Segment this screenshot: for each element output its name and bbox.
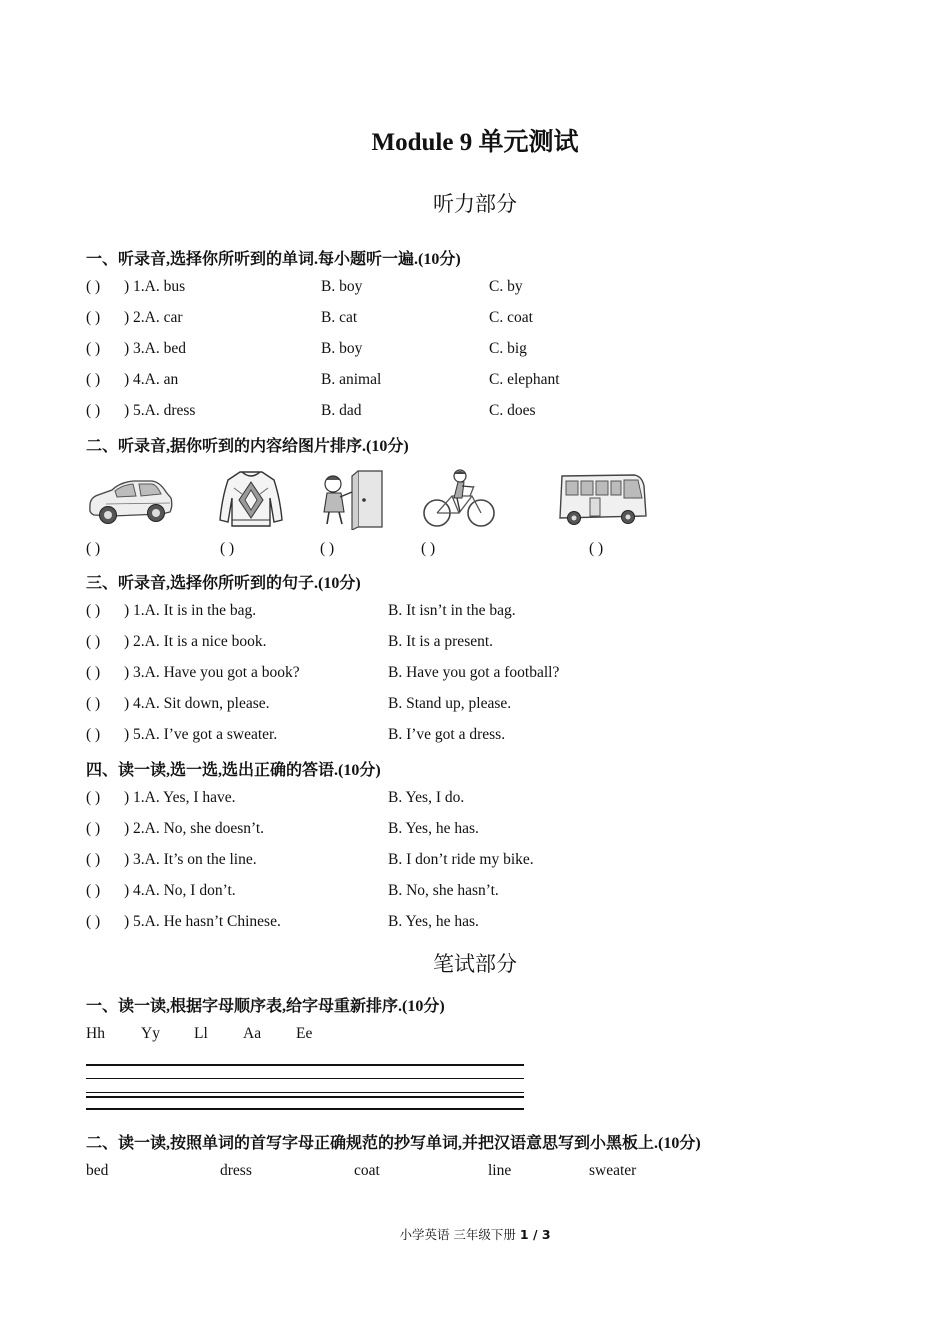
car-icon <box>86 468 174 530</box>
page-footer <box>0 1225 950 1243</box>
question-row <box>86 695 270 713</box>
question-row <box>86 278 185 296</box>
picture-order-blank[interactable]: ( ) <box>220 540 235 557</box>
answer-blank[interactable]: ( ) <box>86 789 101 806</box>
option-a: ) 4.A. No, I don’t. <box>124 882 236 899</box>
section-4-heading: 四、读一读,选一选,选出正确的答语.(10分) <box>86 762 381 779</box>
writing-section-2-heading: 二、读一读,按照单词的首写字母正确规范的抄写单词,并把汉语意思写到小黑板上.(10分) <box>86 1135 701 1152</box>
picture-order-blank[interactable]: ( ) <box>320 540 335 557</box>
question-row <box>86 340 186 358</box>
answer-blank[interactable]: ( ) <box>86 633 101 650</box>
option-c: C. by <box>489 278 523 295</box>
answer-blank[interactable]: ( ) <box>86 695 101 712</box>
copy-word: sweater <box>589 1162 637 1179</box>
option-b: B. boy <box>321 278 363 295</box>
option-a: ) 3.A. It’s on the line. <box>124 851 257 868</box>
option-b: B. boy <box>321 340 363 357</box>
sweater-icon <box>218 468 284 530</box>
option-a: ) 4.A. Sit down, please. <box>124 695 270 712</box>
option-b: B. cat <box>321 309 358 326</box>
option-b: B. I’ve got a dress. <box>388 726 506 743</box>
answer-blank[interactable]: ( ) <box>86 402 101 419</box>
copy-word: bed <box>86 1162 109 1179</box>
writing-line <box>86 1092 524 1093</box>
question-row <box>86 309 183 327</box>
option-b: B. Yes, he has. <box>388 820 479 837</box>
option-b: B. It isn’t in the bag. <box>388 602 516 619</box>
option-a: ) 2.A. No, she doesn’t. <box>124 820 265 837</box>
copy-word: line <box>488 1162 512 1179</box>
option-a: ) 1.A. bus <box>124 278 186 295</box>
question-row <box>86 726 277 744</box>
question-row <box>86 633 266 651</box>
letter: Aa <box>243 1025 262 1042</box>
footer-text: 小学英语 三年级下册 <box>399 1227 520 1242</box>
bike-rider-icon <box>420 468 498 530</box>
picture-order-blank[interactable]: ( ) <box>86 540 101 557</box>
question-row <box>86 913 281 931</box>
picture-order-blank[interactable]: ( ) <box>589 540 604 557</box>
letter: Yy <box>141 1025 160 1042</box>
answer-blank[interactable]: ( ) <box>86 820 101 837</box>
option-b: B. Yes, I do. <box>388 789 465 806</box>
copy-word: coat <box>354 1162 380 1179</box>
answer-blank[interactable]: ( ) <box>86 602 101 619</box>
answer-blank[interactable]: ( ) <box>86 913 101 930</box>
page-title: Module 9 单元测试 <box>371 129 579 156</box>
option-a: ) 1.A. It is in the bag. <box>124 602 257 619</box>
option-a: ) 1.A. Yes, I have. <box>124 789 236 806</box>
listening-part-title: 听力部分 <box>433 192 517 216</box>
copy-word: dress <box>220 1162 252 1179</box>
section-3-heading: 三、听录音,选择你所听到的句子.(10分) <box>86 575 361 592</box>
question-row <box>86 851 257 869</box>
question-row <box>86 602 256 620</box>
writing-part-title: 笔试部分 <box>433 952 517 976</box>
option-b: B. Have you got a football? <box>388 664 560 681</box>
option-a: ) 3.A. bed <box>124 340 186 357</box>
question-row <box>86 371 178 389</box>
option-a: ) 3.A. Have you got a book? <box>124 664 300 681</box>
option-a: ) 2.A. It is a nice book. <box>124 633 267 650</box>
option-a: ) 5.A. I’ve got a sweater. <box>124 726 278 743</box>
answer-blank[interactable]: ( ) <box>86 340 101 357</box>
option-c: C. coat <box>489 309 533 326</box>
writing-line <box>86 1108 524 1110</box>
question-row <box>86 882 236 900</box>
option-a: ) 2.A. car <box>124 309 183 326</box>
letter: Ee <box>296 1025 313 1042</box>
option-a: ) 4.A. an <box>124 371 179 388</box>
writing-line <box>86 1096 524 1098</box>
option-b: B. I don’t ride my bike. <box>388 851 534 868</box>
page-number: 1 / 3 <box>519 1227 551 1242</box>
section-1-heading: 一、听录音,选择你所听到的单词.每小题听一遍.(10分) <box>86 251 461 268</box>
option-b: B. animal <box>321 371 382 388</box>
writing-line <box>86 1064 524 1066</box>
option-b: B. dad <box>321 402 362 419</box>
option-a: ) 5.A. He hasn’t Chinese. <box>124 913 281 930</box>
answer-blank[interactable]: ( ) <box>86 309 101 326</box>
answer-blank[interactable]: ( ) <box>86 882 101 899</box>
bus-icon <box>556 468 648 530</box>
answer-blank[interactable]: ( ) <box>86 726 101 743</box>
option-a: ) 5.A. dress <box>124 402 196 419</box>
option-c: C. big <box>489 340 527 357</box>
answer-blank[interactable]: ( ) <box>86 851 101 868</box>
letter: Ll <box>194 1025 208 1042</box>
question-row <box>86 789 236 807</box>
question-row <box>86 664 300 682</box>
answer-blank[interactable]: ( ) <box>86 371 101 388</box>
picture-order-blank[interactable]: ( ) <box>421 540 436 557</box>
answer-blank[interactable]: ( ) <box>86 664 101 681</box>
option-c: C. does <box>489 402 536 419</box>
option-b: B. Yes, he has. <box>388 913 479 930</box>
answer-blank[interactable]: ( ) <box>86 278 101 295</box>
option-b: B. No, she hasn’t. <box>388 882 499 899</box>
writing-line <box>86 1078 524 1079</box>
section-2-heading: 二、听录音,据你听到的内容给图片排序.(10分) <box>86 438 409 455</box>
child-door-icon <box>318 468 386 530</box>
option-b: B. It is a present. <box>388 633 494 650</box>
question-row <box>86 402 195 420</box>
writing-section-1-heading: 一、读一读,根据字母顺序表,给字母重新排序.(10分) <box>86 998 445 1015</box>
option-b: B. Stand up, please. <box>388 695 512 712</box>
question-row <box>86 820 264 838</box>
option-c: C. elephant <box>489 371 560 388</box>
letter: Hh <box>86 1025 105 1042</box>
